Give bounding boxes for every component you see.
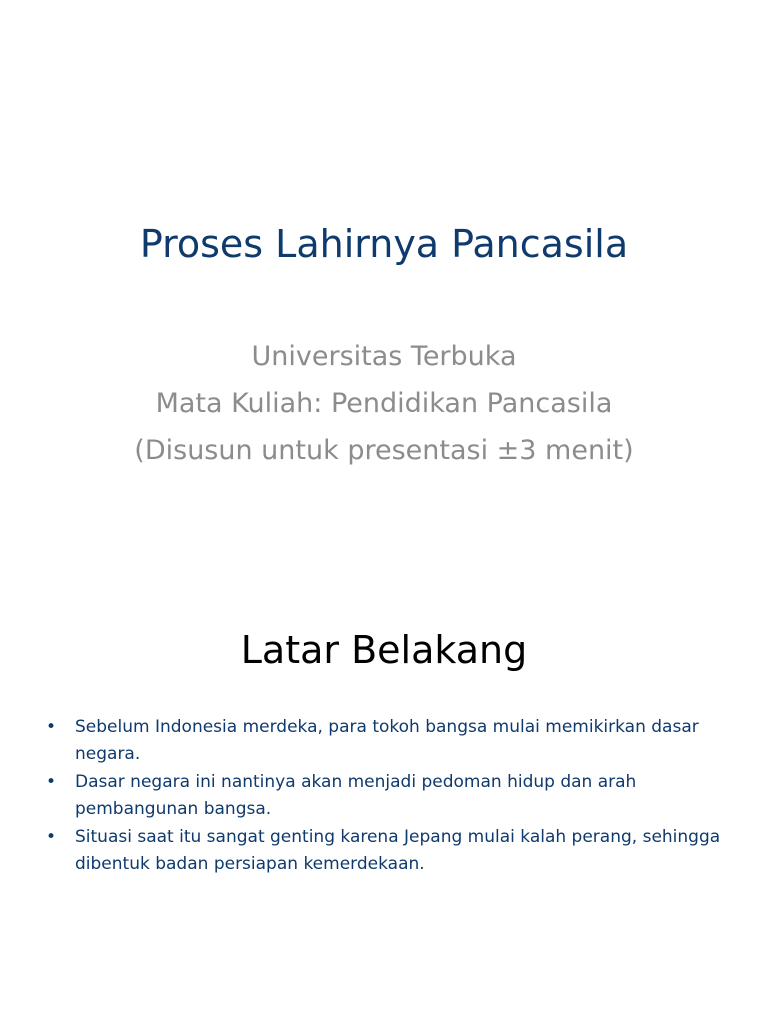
list-item <box>40 824 730 878</box>
subtitle-block <box>0 333 768 474</box>
page-title: Proses Lahirnya Pancasila <box>139 222 629 266</box>
content-slide <box>0 576 768 1024</box>
list-item <box>40 769 730 823</box>
bullet-text: Sebelum Indonesia merdeka, para tokoh bangsa mulai memikirkan dasar negara. <box>75 717 699 764</box>
subtitle-university: Universitas Terbuka <box>251 341 517 372</box>
bullet-icon: • <box>46 772 57 792</box>
subtitle-course: Mata Kuliah: Pendidikan Pancasila <box>155 388 613 419</box>
section-title: Latar Belakang <box>240 628 528 672</box>
subtitle-note: (Disusun untuk presentasi ±3 menit) <box>134 435 634 466</box>
bullet-text: Dasar negara ini nantinya akan menjadi pedoman hidup dan arah pembangunan bangsa. <box>75 772 637 819</box>
bullet-text: Situasi saat itu sangat genting karena Jepang mulai kalah perang, sehingga dibentuk badan persiapan kemerdekaan. <box>75 827 721 874</box>
bullet-icon: • <box>46 717 57 737</box>
bullet-icon: • <box>46 827 57 847</box>
bullet-list <box>40 714 730 879</box>
list-item <box>40 714 730 768</box>
